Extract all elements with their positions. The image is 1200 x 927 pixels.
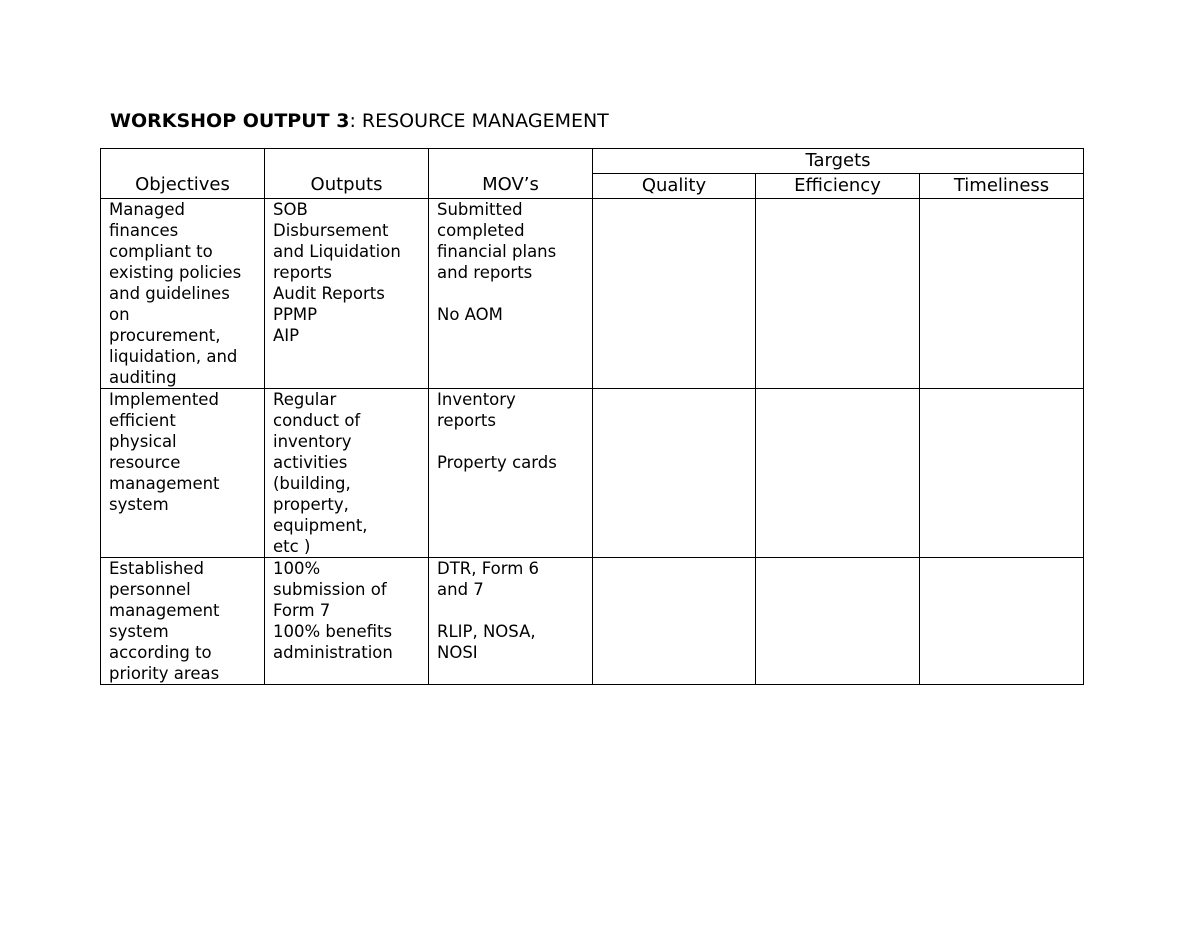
- objective-line: resource: [109, 453, 181, 472]
- mov-line: Submitted: [437, 200, 523, 219]
- resource-management-table: [100, 148, 1084, 685]
- table-row: [101, 558, 1084, 685]
- header-outputs: Outputs: [265, 149, 429, 199]
- output-line: conduct of: [273, 411, 361, 430]
- output-line: equipment,: [273, 516, 368, 535]
- mov-line: Property cards: [437, 453, 557, 472]
- header-efficiency: Efficiency: [756, 174, 920, 199]
- objective-line: finances: [109, 221, 179, 240]
- output-line: Disbursement: [273, 221, 389, 240]
- objective-cell: [101, 558, 265, 685]
- document-title-bold: WORKSHOP OUTPUT 3: [110, 110, 350, 132]
- objective-line: system: [109, 495, 169, 514]
- objective-line: personnel: [109, 580, 191, 599]
- output-line: reports: [273, 263, 332, 282]
- mov-line: NOSI: [437, 643, 478, 662]
- output-line: and Liquidation: [273, 242, 401, 261]
- efficiency-cell: [756, 558, 920, 685]
- objective-line: management: [109, 474, 220, 493]
- quality-cell: [593, 389, 756, 558]
- objective-line: existing policies: [109, 263, 242, 282]
- objective-line: and guidelines: [109, 284, 230, 303]
- objective-line: procurement,: [109, 326, 221, 345]
- objective-line: management: [109, 601, 220, 620]
- objective-cell: [101, 199, 265, 389]
- movs-cell: [429, 199, 593, 389]
- mov-line: Inventory: [437, 390, 516, 409]
- efficiency-cell: [756, 389, 920, 558]
- spacer: [437, 283, 584, 304]
- output-line: (building,: [273, 474, 351, 493]
- document-title-rest: : RESOURCE MANAGEMENT: [349, 110, 609, 132]
- output-line: 100%: [273, 559, 321, 578]
- output-line: activities: [273, 453, 348, 472]
- output-line: 100% benefits: [273, 622, 393, 641]
- output-line: submission of: [273, 580, 387, 599]
- header-quality: Quality: [593, 174, 756, 199]
- objective-line: liquidation, and: [109, 347, 238, 366]
- output-line: AIP: [273, 326, 300, 345]
- mov-line: and 7: [437, 580, 484, 599]
- output-line: Form 7: [273, 601, 331, 620]
- mov-line: completed: [437, 221, 525, 240]
- output-line: inventory: [273, 432, 352, 451]
- objective-line: on: [109, 305, 130, 324]
- objective-line: compliant to: [109, 242, 213, 261]
- output-line: PPMP: [273, 305, 318, 324]
- quality-cell: [593, 558, 756, 685]
- header-targets: Targets: [593, 149, 1084, 174]
- outputs-cell: [265, 558, 429, 685]
- header-movs: MOV’s: [429, 149, 593, 199]
- objective-line: efficient: [109, 411, 176, 430]
- objective-line: physical: [109, 432, 177, 451]
- output-line: etc ): [273, 537, 311, 556]
- quality-cell: [593, 199, 756, 389]
- efficiency-cell: [756, 199, 920, 389]
- spacer: [437, 600, 584, 621]
- document-title: [110, 110, 609, 132]
- objective-line: Established: [109, 559, 204, 578]
- objective-line: system: [109, 622, 169, 641]
- timeliness-cell: [920, 558, 1084, 685]
- objective-cell: [101, 389, 265, 558]
- table-row: [101, 199, 1084, 389]
- objective-line: Managed: [109, 200, 186, 219]
- table-row: [101, 389, 1084, 558]
- mov-line: No AOM: [437, 305, 503, 324]
- mov-line: financial plans: [437, 242, 557, 261]
- output-line: Audit Reports: [273, 284, 385, 303]
- movs-cell: [429, 389, 593, 558]
- timeliness-cell: [920, 199, 1084, 389]
- header-timeliness: Timeliness: [920, 174, 1084, 199]
- output-line: Regular: [273, 390, 337, 409]
- mov-line: reports: [437, 411, 496, 430]
- outputs-cell: [265, 199, 429, 389]
- mov-line: and reports: [437, 263, 533, 282]
- mov-line: DTR, Form 6: [437, 559, 540, 578]
- objective-line: priority areas: [109, 664, 220, 683]
- mov-line: RLIP, NOSA,: [437, 622, 536, 641]
- output-line: property,: [273, 495, 349, 514]
- output-line: administration: [273, 643, 393, 662]
- header-objectives: Objectives: [101, 149, 265, 199]
- outputs-cell: [265, 389, 429, 558]
- objective-line: Implemented: [109, 390, 219, 409]
- objective-line: according to: [109, 643, 212, 662]
- spacer: [437, 431, 584, 452]
- objective-line: auditing: [109, 368, 177, 387]
- timeliness-cell: [920, 389, 1084, 558]
- movs-cell: [429, 558, 593, 685]
- output-line: SOB: [273, 200, 308, 219]
